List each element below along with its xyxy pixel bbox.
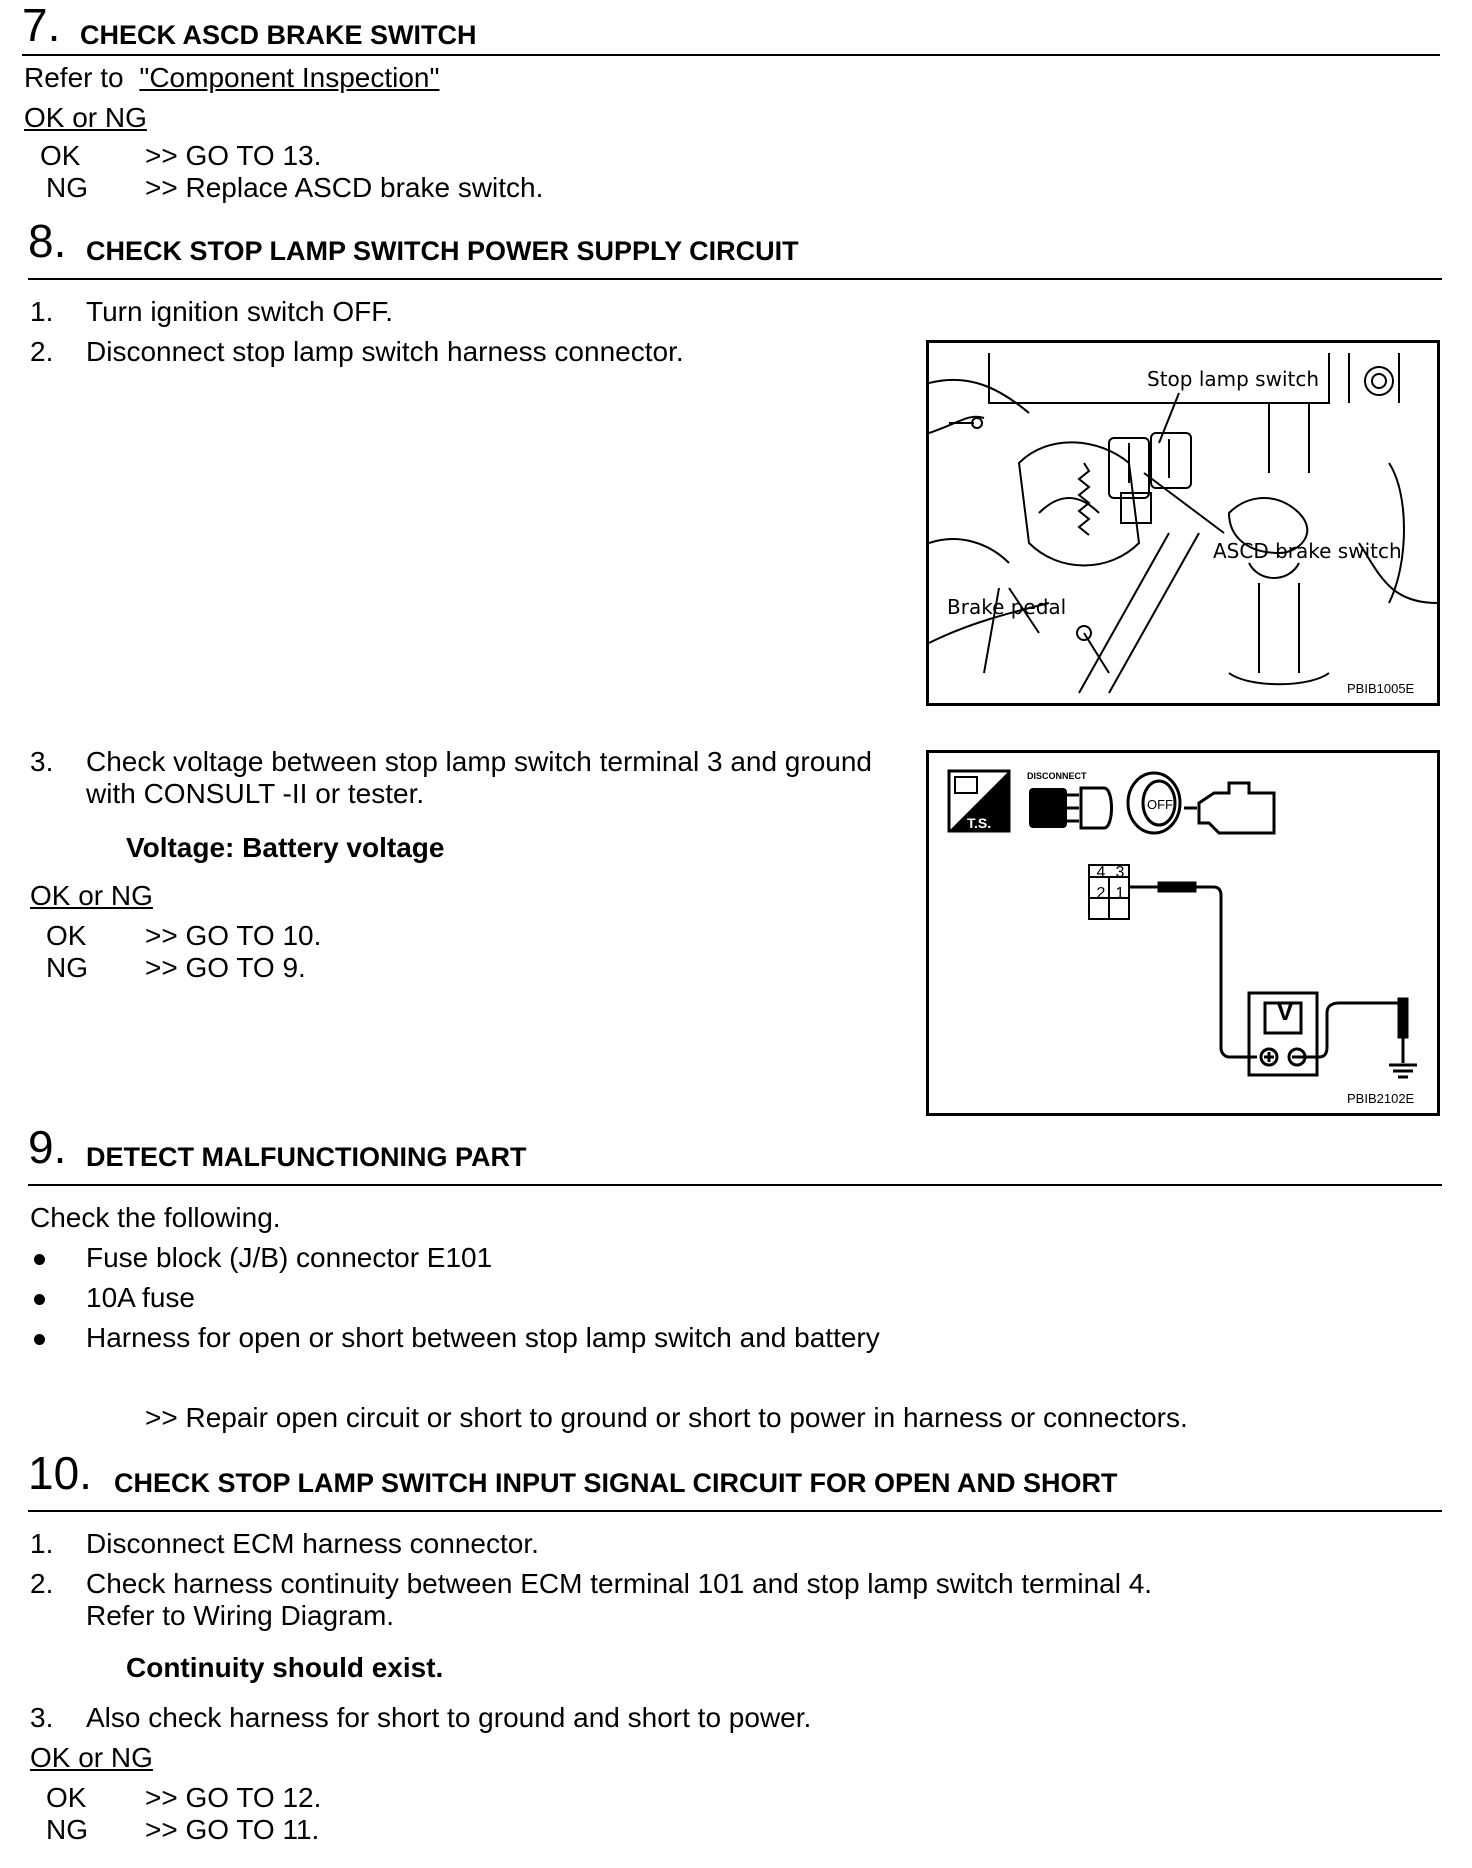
continuity-spec: Continuity should exist. bbox=[126, 1652, 444, 1683]
off-label: OFF bbox=[1147, 797, 1173, 812]
step-text: Disconnect ECM harness connector. bbox=[86, 1528, 539, 1559]
bullet-dot bbox=[34, 1334, 45, 1345]
section-9-title: DETECT MALFUNCTIONING PART bbox=[86, 1142, 527, 1172]
stop-lamp-switch-illustration bbox=[929, 343, 1437, 703]
ok-action-7[interactable]: >> GO TO 13. bbox=[145, 140, 322, 171]
pin-2: 2 bbox=[1096, 885, 1106, 902]
repair-action: >> Repair open circuit or short to ground or short to power in harness or connectors. bbox=[145, 1402, 1188, 1433]
section-10-number: 10. bbox=[28, 1447, 92, 1499]
ng-label-10: NG bbox=[46, 1814, 88, 1845]
ng-label-7: NG bbox=[46, 172, 88, 203]
ok-ng-heading-7: OK or NG bbox=[24, 102, 147, 133]
ok-ng-heading-8: OK or NG bbox=[30, 880, 153, 911]
ng-action-10[interactable]: >> GO TO 11. bbox=[145, 1814, 320, 1845]
step-text: Also check harness for short to ground and short to power. bbox=[86, 1702, 812, 1733]
section-7-number: 7. bbox=[22, 0, 61, 51]
ok-label-7: OK bbox=[40, 140, 81, 171]
stop-lamp-switch-figure bbox=[926, 340, 1440, 706]
check-item: Fuse block (J/B) connector E101 bbox=[86, 1242, 493, 1273]
step-number: 2. bbox=[30, 1568, 54, 1599]
refer-prefix: Refer to bbox=[24, 62, 124, 93]
step-text: Check voltage between stop lamp switch terminal 3 and ground bbox=[86, 746, 872, 777]
voltmeter-label: V bbox=[1276, 996, 1294, 1026]
ok-label-10: OK bbox=[46, 1782, 87, 1813]
ok-label-8: OK bbox=[46, 920, 87, 951]
component-inspection-link[interactable]: "Component Inspection" bbox=[139, 62, 440, 93]
pin-4: 4 bbox=[1096, 864, 1106, 881]
stop-lamp-switch-label: Stop lamp switch bbox=[1147, 367, 1320, 391]
section-7-rule bbox=[22, 54, 1440, 56]
check-item: Harness for open or short between stop lamp switch and battery bbox=[86, 1322, 880, 1353]
pin-1: 1 bbox=[1115, 885, 1125, 902]
disconnect-icon bbox=[1029, 788, 1112, 828]
step-number: 1. bbox=[30, 1528, 54, 1559]
section-9-number: 9. bbox=[28, 1121, 67, 1173]
ok-ng-heading-10: OK or NG bbox=[30, 1742, 153, 1773]
brake-pedal-label: Brake pedal bbox=[947, 595, 1067, 619]
section-9-rule bbox=[28, 1184, 1442, 1186]
ng-label-8: NG bbox=[46, 952, 88, 983]
section-8-title: CHECK STOP LAMP SWITCH POWER SUPPLY CIRCUIT bbox=[86, 236, 799, 266]
disconnect-label: DISCONNECT bbox=[1027, 771, 1087, 781]
step-text: Disconnect stop lamp switch harness connector. bbox=[86, 336, 684, 367]
step-number: 3. bbox=[30, 1702, 54, 1733]
section-10-title: CHECK STOP LAMP SWITCH INPUT SIGNAL CIRCUIT FOR OPEN AND SHORT bbox=[114, 1468, 1118, 1498]
section-7-title: CHECK ASCD BRAKE SWITCH bbox=[80, 20, 477, 50]
voltage-check-figure bbox=[926, 750, 1440, 1116]
voltage-spec: Voltage: Battery voltage bbox=[126, 832, 445, 863]
step-number: 2. bbox=[30, 336, 54, 367]
engine-icon bbox=[1184, 783, 1274, 833]
ng-action-7: >> Replace ASCD brake switch. bbox=[145, 172, 544, 203]
bullet-dot bbox=[34, 1294, 45, 1305]
section-8-number: 8. bbox=[28, 215, 67, 267]
section-10-rule bbox=[28, 1510, 1442, 1512]
refer-line bbox=[24, 62, 439, 94]
ts-label: T.S. bbox=[967, 815, 992, 831]
ok-action-10[interactable]: >> GO TO 12. bbox=[145, 1782, 322, 1813]
step-number: 3. bbox=[30, 746, 54, 777]
check-intro: Check the following. bbox=[30, 1202, 281, 1233]
section-8-rule bbox=[28, 278, 1442, 280]
ng-action-8[interactable]: >> GO TO 9. bbox=[145, 952, 306, 983]
figure-code: PBIB1005E bbox=[1347, 681, 1415, 696]
ok-action-8[interactable]: >> GO TO 10. bbox=[145, 920, 322, 951]
bullet-dot bbox=[34, 1254, 45, 1265]
ascd-brake-switch-label: ASCD brake switch bbox=[1213, 539, 1402, 563]
step-number: 1. bbox=[30, 296, 54, 327]
pin-3: 3 bbox=[1115, 864, 1125, 881]
step-text-continued: Refer to Wiring Diagram. bbox=[86, 1600, 395, 1631]
step-text: Check harness continuity between ECM terminal 101 and stop lamp switch terminal 4. bbox=[86, 1568, 1153, 1599]
check-item: 10A fuse bbox=[86, 1282, 195, 1313]
figure-code: PBIB2102E bbox=[1347, 1091, 1415, 1106]
step-text: Turn ignition switch OFF. bbox=[86, 296, 394, 327]
voltage-check-diagram bbox=[929, 753, 1437, 1113]
step-text-continued: with CONSULT -II or tester. bbox=[86, 778, 425, 809]
